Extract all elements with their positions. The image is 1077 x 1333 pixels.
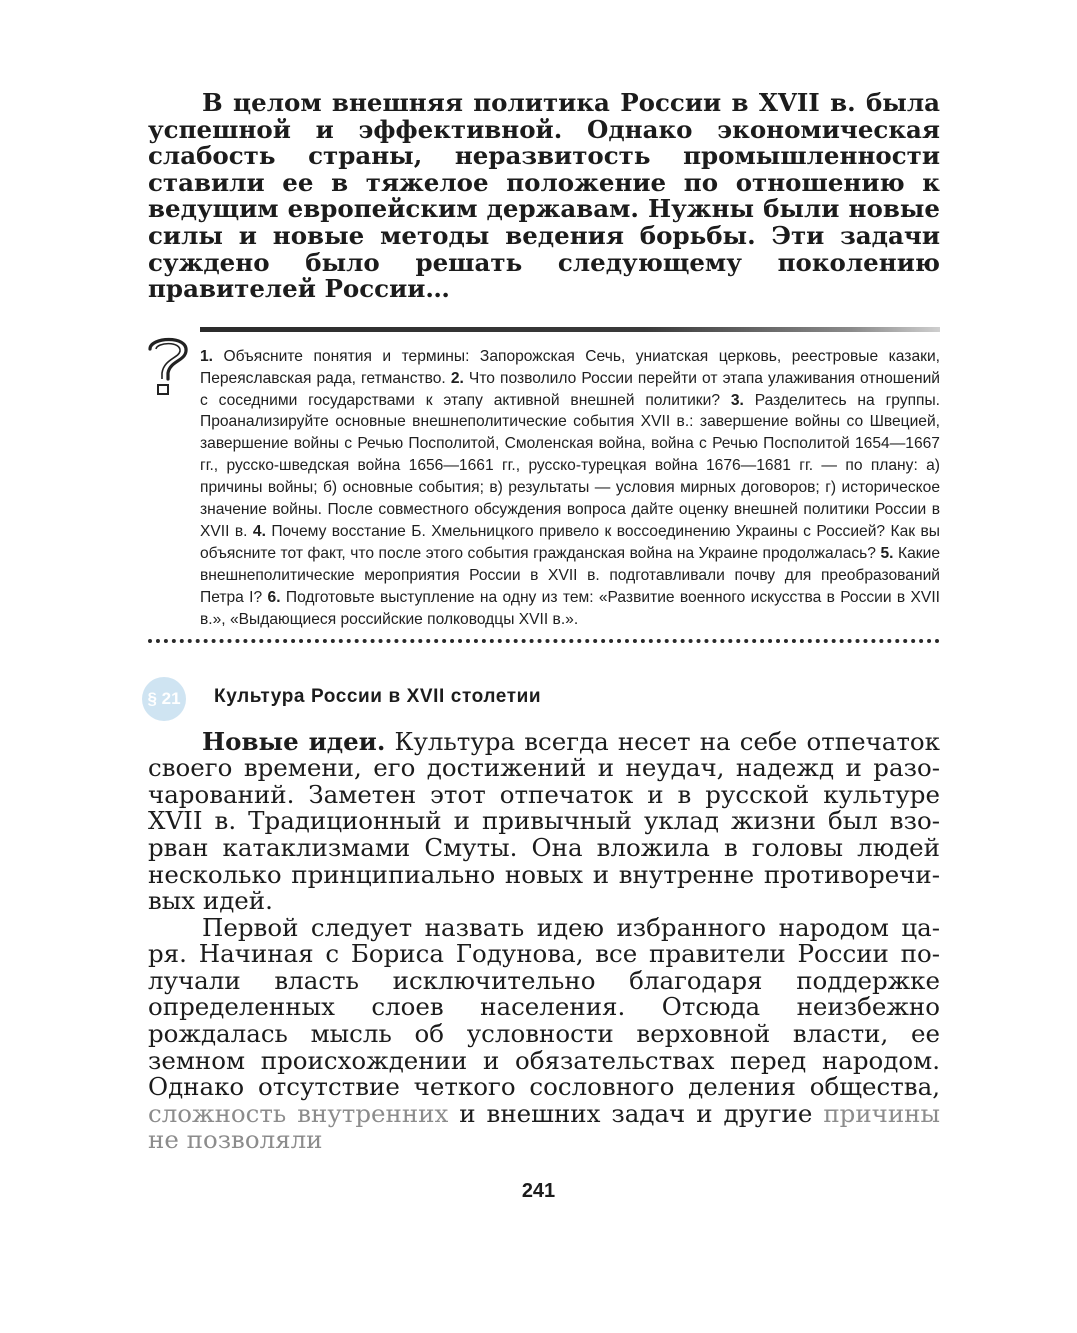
question-mark-icon	[144, 333, 194, 395]
section-heading	[148, 677, 940, 717]
question-number: 1.	[200, 347, 214, 365]
question-number: 3.	[730, 391, 744, 409]
paragraph-body: и внешних задач и другие	[448, 1098, 824, 1128]
questions-top-rule	[200, 327, 940, 332]
question-number: 5.	[880, 544, 894, 562]
question-text: Подготовьте выступление на одну из тем: «Развитие военного искусства в России в XVII в.», «Выдающиеся российские полководцы XVII в.».	[200, 588, 940, 628]
dotted-divider	[148, 639, 940, 643]
paragraph-lead: Новые идеи.	[202, 726, 386, 756]
culture-paragraph-2	[148, 912, 941, 1155]
question-text: Какие внешнеполитические мероприятия России в XVII в. подготавливали почву для преобразований Петра I?	[200, 544, 940, 606]
question-text: Объясните понятия и термины: Запорожская Сечь, униатская церковь, реестровые казаки, Переяславская рада, гетманство.	[200, 347, 940, 387]
section-number-badge: § 21	[142, 677, 186, 721]
culture-paragraph-1	[148, 726, 940, 916]
page-number: 241	[521, 1180, 556, 1202]
culture-text	[148, 726, 941, 1155]
faded-text: сложность внутренних	[148, 1098, 449, 1128]
question-number: 6.	[267, 588, 281, 606]
paragraph-body: Культура всегда несет на себе отпечаток своего времени, его достижений и неудач, надежд и разочарований. Заметен этот отпечаток и в русской культуре XVII в. Традиционный и привычный уклад жизни был взорван катаклизмами Смуты. Она вложила в головы людей несколько принципиально новых и внутренне противоречивых идей.	[148, 726, 940, 916]
question-number: 2.	[450, 369, 464, 387]
questions-text	[200, 346, 940, 631]
question-text: Разделитесь на группы. Проанализируйте основные внешнеполитические события XVII в.: завершение войны со Швецией, завершение войны с Речью Посполитой, Смоленская война, война с Речью Посполитой 1654—1667 гг., русско-шведская война 1656—1661 гг., русско-турецкая война 1676—1681 гг. — по плану: а) причины войны; б) основные события; в) результаты — условия мирных договоров; г) историческое значение войны. После совместного обсуждения вопроса дайте оценку внешней политики России в XVII в.	[200, 391, 940, 540]
intro-paragraph: В целом внешняя политика России в XVII в. была успешной и эффективной. Однако экономическая слабость страны, неразвитость промышленности ставили ее в тяжелое положение по отношению к ведущим европейским державам. Нужны были новые силы и новые методы ведения борьбы. Эти задачи суждено было решать следующему поколению правителей России…	[148, 88, 940, 304]
question-number: 4.	[252, 523, 266, 540]
paragraph-body: Первой следует назвать идею избранного народом царя. Начиная с Бориса Годунова, все правители России получали власть исключительно благодаря поддержке определенных слоев населения. Отсюда неизбежно рождалась мысль об условности верховной власти, ее земном происхождении и обязательствах перед народом. Однако отсутствие четкого сословного деления общества,	[148, 912, 940, 1102]
question-text: Что позволило России перейти от этапа улаживания отношений с соседними государствами к этапу активной внешней политики?	[200, 369, 940, 409]
section-title: Культура России в XVII столетии	[214, 685, 542, 707]
faded-text: причины не позволяли	[148, 1098, 941, 1155]
page-content	[148, 90, 940, 1154]
questions-block	[148, 327, 940, 631]
question-text: Почему восстание Б. Хмельницкого привело к воссоединению Украины с Россией? Как вы объясните тот факт, что после этого события гражданская война на Украине продолжалась?	[200, 523, 941, 562]
